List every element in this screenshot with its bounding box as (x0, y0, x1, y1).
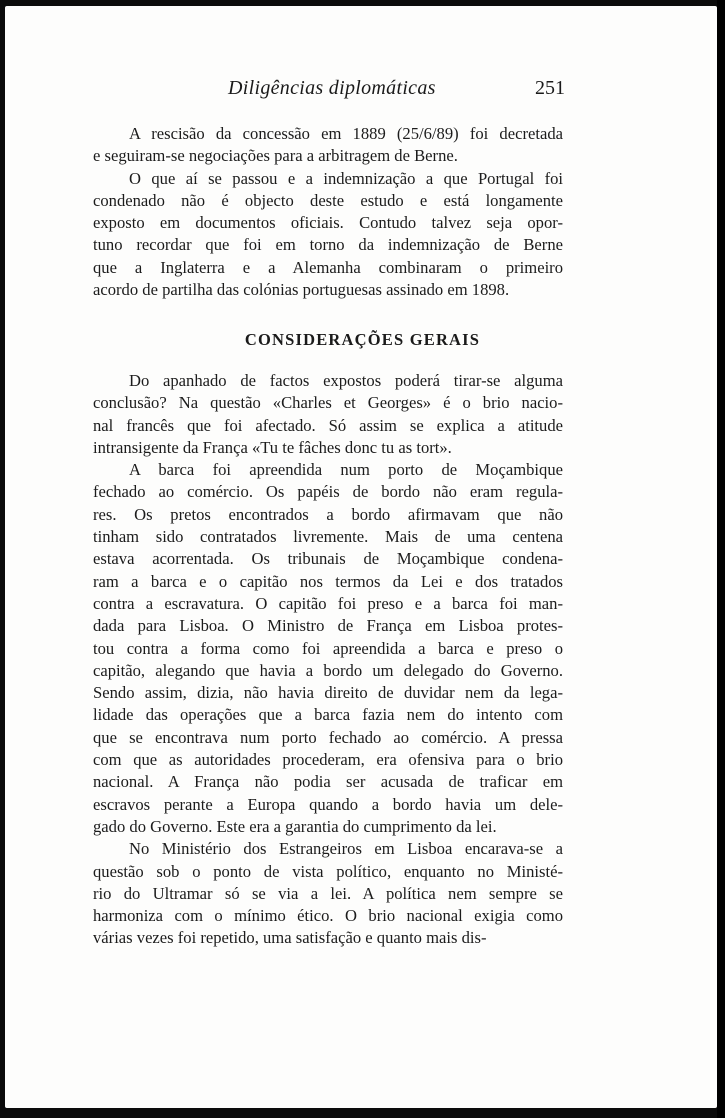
text-line: A barca foi apreendida num porto de Moçambique (129, 460, 563, 480)
text-line: intransigente da França «Tu te fâches donc tu as tort». (93, 437, 452, 457)
text-line: tou contra a forma como foi apreendida a barca e preso o (93, 638, 563, 658)
text-line: condenado não é objecto deste estudo e está longamente (93, 190, 563, 210)
text-line: Sendo assim, dizia, não havia direito de duvidar nem da lega- (93, 683, 563, 703)
text-line: acordo de partilha das colónias portuguesas assinado em 1898. (93, 280, 510, 300)
text-line: que se encontrava num porto fechado ao comércio. A pressa (93, 727, 563, 747)
text-line: conclusão? Na questão «Charles et Georges» é o brio nacio- (93, 393, 563, 413)
text-line: Do apanhado de factos expostos poderá tirar-se alguma (129, 371, 563, 390)
text-line: rio do Ultramar só se via a lei. A política nem sempre se (93, 883, 563, 903)
text-line: O que aí se passou e a indemnização a que Portugal foi (129, 168, 563, 188)
text-line: que a Inglaterra e a Alemanha combinaram o primeiro (93, 257, 563, 277)
text-line: ram a barca e o capitão nos termos da Lei e dos tratados (93, 571, 563, 591)
page-header (0, 77, 725, 101)
text-line: várias vezes foi repetido, uma satisfação e quanto mais dis- (93, 928, 487, 948)
text-line: tinham sido contratados livremente. Mais de uma centena (93, 527, 563, 547)
text-line: e seguiram-se negociações para a arbitragem de Berne. (93, 146, 458, 166)
text-line: dada para Lisboa. O Ministro de França em Lisboa protes- (93, 616, 563, 636)
text-line: escravos perante a Europa quando a bordo havia um dele- (93, 794, 563, 814)
text-line: nacional. A França não podia ser acusada de traficar em (93, 772, 563, 792)
section-heading: CONSIDERAÇÕES GERAIS (244, 330, 481, 349)
text-line: lidade das operações que a barca fazia nem do intento com (93, 705, 563, 725)
text-line: nal francês que foi afectado. Só assim se explica a atitude (93, 415, 563, 435)
text-line: fechado ao comércio. Os papéis de bordo não eram regula- (93, 482, 563, 502)
text-line: com que as autoridades procederam, era ofensiva para o brio (93, 750, 563, 770)
considerations-paragraphs (93, 370, 563, 950)
text-line: questão sob o ponto de vista político, enquanto no Ministé- (93, 861, 563, 881)
text-line: harmoniza com o mínimo ético. O brio nacional exigia como (93, 906, 563, 926)
text-line: No Ministério dos Estrangeiros em Lisboa encarava-se a (129, 839, 563, 859)
text-line: capitão, alegando que havia a bordo um delegado do Governo. (93, 660, 563, 680)
text-line: exposto em documentos oficiais. Contudo talvez seja opor- (93, 213, 563, 233)
text-line: tuno recordar que foi em torno da indemnização de Berne (93, 235, 563, 255)
running-title: Diligências diplomáticas (228, 77, 436, 99)
text-line: contra a escravatura. O capitão foi preso e a barca foi man- (93, 593, 563, 613)
opening-paragraphs (93, 123, 563, 301)
scan-border (717, 0, 725, 1118)
text-line: estava acorrentada. Os tribunais de Moçambique condena- (93, 549, 563, 569)
text-line: A rescisão da concessão em 1889 (25/6/89) foi decretada (129, 124, 563, 143)
text-line: res. Os pretos encontrados a bordo afirmavam que não (93, 504, 563, 524)
page-number: 251 (535, 77, 565, 99)
text-line: gado do Governo. Este era a garantia do cumprimento da lei. (93, 816, 497, 836)
